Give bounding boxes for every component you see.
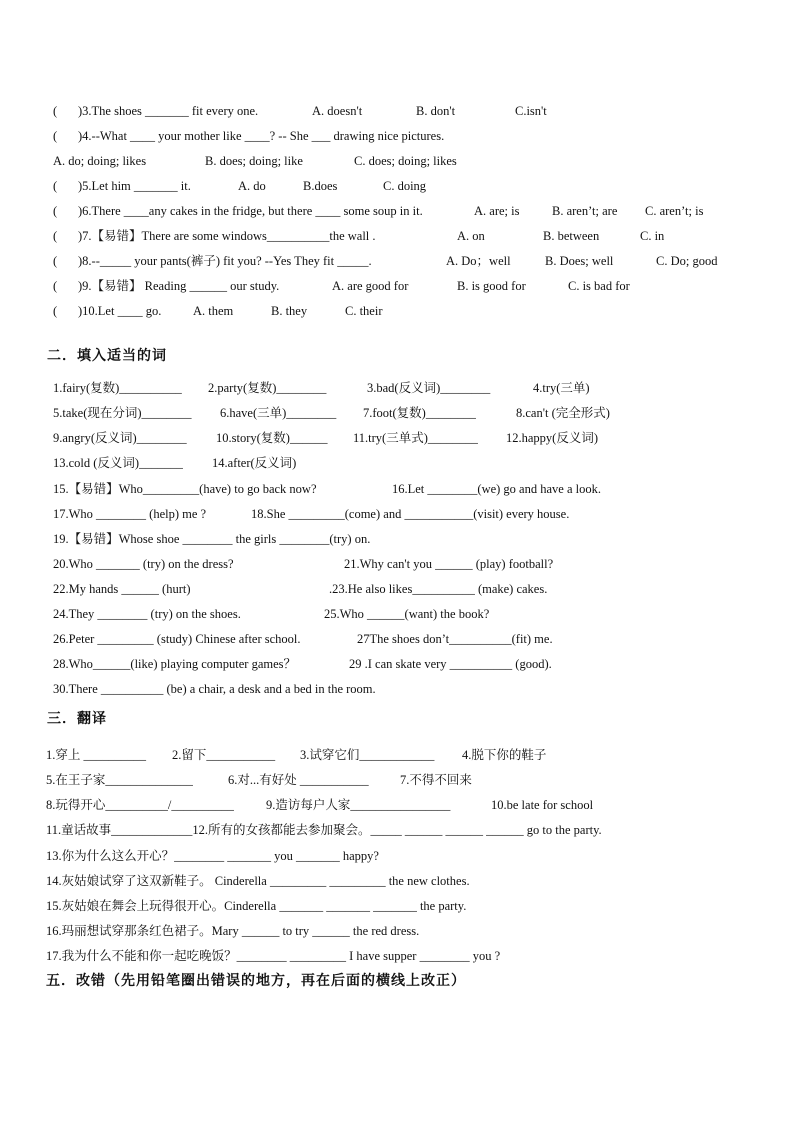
translate-item[interactable]: 13.你为什么这么开心？________ _______ you _______ happy? — [46, 849, 379, 863]
translate-item[interactable]: 15.灰姑娘在舞会上玩得很开心。Cinderella _______ _______ _______ the party. — [46, 899, 467, 913]
option-c: C. their — [345, 304, 383, 318]
fill-item[interactable]: 21.Why can't you ______ (play) football? — [344, 557, 554, 571]
option-a: A. on — [457, 229, 485, 243]
fill-item[interactable]: 11.try(三单式)________ — [353, 431, 478, 445]
section-heading-correction: 五．改错（先用铅笔圈出错误的地方，再在后面的横线上改正） — [46, 973, 466, 989]
fill-item[interactable]: 17.Who ________ (help) me ? — [53, 507, 207, 521]
answer-paren[interactable]: ( — [53, 254, 58, 268]
answer-paren[interactable]: ( — [53, 304, 58, 318]
translate-item[interactable]: 11.童话故事_____________12.所有的女孩都能去参加聚会。_____ ______ ______ ______ go to the party. — [46, 823, 602, 837]
translate-item[interactable]: 6.对...有好处 ___________ — [228, 773, 369, 787]
option-c: C. does; doing; likes — [354, 154, 457, 168]
fill-item[interactable]: 6.have(三单)________ — [220, 406, 337, 420]
question-text: )7.【易错】There are some windows__________the wall . — [78, 229, 376, 243]
translate-item: 4.脱下你的鞋子 — [462, 748, 547, 762]
question-text: )9.【易错】 Reading ______ our study. — [78, 279, 280, 293]
option-c: C. Do; good — [656, 254, 718, 268]
fill-item[interactable]: 20.Who _______ (try) on the dress? — [53, 557, 234, 571]
fill-item[interactable]: 2.party(复数)________ — [208, 381, 327, 395]
translate-item[interactable]: 16.玛丽想试穿那条红色裙子。Mary ______ to try ______ the red dress. — [46, 924, 420, 938]
fill-item[interactable]: 22.My hands ______ (hurt) — [53, 582, 191, 596]
answer-paren[interactable]: ( — [53, 179, 58, 193]
fill-item[interactable]: 3.bad(反义词)________ — [367, 381, 491, 395]
option-a: A. do — [238, 179, 266, 193]
answer-paren[interactable]: ( — [53, 229, 58, 243]
question-text: )5.Let him _______ it. — [78, 179, 191, 193]
translate-item: 7.不得不回来 — [400, 773, 472, 787]
option-a: A. are; is — [474, 204, 520, 218]
fill-item[interactable]: 15.【易错】Who_________(have) to go back now? — [53, 482, 317, 496]
option-a: A. Do；well — [446, 254, 511, 268]
fill-item[interactable]: 28.Who______(like) playing computer games？ — [53, 657, 296, 671]
fill-item: 8.can't (完全形式) — [516, 406, 610, 420]
fill-item[interactable]: 18.She _________(come) and ___________(visit) every house. — [251, 507, 570, 521]
translate-item[interactable]: 1.穿上 __________ — [46, 748, 147, 762]
fill-item[interactable]: .23.He also likes__________ (make) cakes. — [329, 582, 548, 596]
option-b: B. between — [543, 229, 600, 243]
fill-item[interactable]: 1.fairy(复数)__________ — [53, 381, 182, 395]
answer-paren[interactable]: ( — [53, 204, 58, 218]
fill-item[interactable]: 10.story(复数)______ — [216, 431, 328, 445]
section-heading-translate: 三．翻译 — [47, 711, 107, 727]
translate-item[interactable]: 17.我为什么不能和你一起吃晚饭？________ _________ I have supper ________ you ? — [46, 949, 501, 963]
option-c: C.isn't — [515, 104, 547, 118]
option-b: B.does — [303, 179, 338, 193]
option-b: B. is good for — [457, 279, 526, 293]
translate-item[interactable]: 8.玩得开心__________/__________ — [46, 798, 234, 812]
fill-item: 4.try(三单) — [533, 381, 590, 395]
fill-item[interactable]: 25.Who ______(want) the book? — [324, 607, 490, 621]
fill-item[interactable]: 29 .I can skate very __________ (good). — [349, 657, 552, 671]
option-b: B. they — [271, 304, 308, 318]
fill-item[interactable]: 27The shoes don’t__________(fit) me. — [357, 632, 553, 646]
option-a: A. are good for — [332, 279, 409, 293]
question-text: )8.--_____ your pants(裤子) fit you? --Yes They fit _____. — [78, 254, 372, 268]
translate-item[interactable]: 2.留下___________ — [172, 748, 276, 762]
answer-paren[interactable]: ( — [53, 279, 58, 293]
option-b: B. aren’t; are — [552, 204, 618, 218]
translate-item[interactable]: 9.造访每户人家________________ — [266, 798, 451, 812]
option-b: B. does; doing; like — [205, 154, 303, 168]
answer-paren[interactable]: ( — [53, 129, 58, 143]
fill-item[interactable]: 30.There __________ (be) a chair, a desk and a bed in the room. — [53, 682, 376, 696]
option-c: C. aren’t; is — [645, 204, 704, 218]
fill-item: 14.after(反义词) — [212, 456, 297, 470]
question-text: )6.There ____any cakes in the fridge, but there ____ some soup in it. — [78, 204, 423, 218]
option-a: A. them — [193, 304, 234, 318]
section-heading-fill-in: 二．填入适当的词 — [47, 348, 167, 364]
fill-item[interactable]: 16.Let ________(we) go and have a look. — [392, 482, 601, 496]
fill-item[interactable]: 5.take(现在分词)________ — [53, 406, 192, 420]
fill-item[interactable]: 13.cold (反义词)_______ — [53, 456, 183, 470]
option-b: B. don't — [416, 104, 456, 118]
option-c: C. in — [640, 229, 665, 243]
option-b: B. Does; well — [545, 254, 614, 268]
fill-item[interactable]: 26.Peter _________ (study) Chinese after school. — [53, 632, 301, 646]
question-text: )4.--What ____ your mother like ____? -- She ___ drawing nice pictures. — [78, 129, 445, 143]
translate-item: 10.be late for school — [491, 798, 594, 812]
option-c: C. doing — [383, 179, 427, 193]
fill-item[interactable]: 19.【易错】Whose shoe ________ the girls ________(try) on. — [53, 532, 371, 546]
translate-item[interactable]: 14.灰姑娘试穿了这双新鞋子。 Cinderella _________ _________ the new clothes. — [46, 874, 470, 888]
fill-item[interactable]: 9.angry(反义词)________ — [53, 431, 187, 445]
fill-item[interactable]: 7.foot(复数)________ — [363, 406, 476, 420]
translate-item[interactable]: 5.在王子家______________ — [46, 773, 193, 787]
option-a: A. doesn't — [312, 104, 363, 118]
fill-item: 12.happy(反义词) — [506, 431, 598, 445]
option-a: A. do; doing; likes — [53, 154, 147, 168]
option-c: C. is bad for — [568, 279, 630, 293]
fill-item[interactable]: 24.They ________ (try) on the shoes. — [53, 607, 241, 621]
question-text: )10.Let ____ go. — [78, 304, 162, 318]
answer-paren[interactable]: ( — [53, 104, 58, 118]
translate-item[interactable]: 3.试穿它们____________ — [300, 748, 435, 762]
question-text: )3.The shoes _______ fit every one. — [78, 104, 259, 118]
